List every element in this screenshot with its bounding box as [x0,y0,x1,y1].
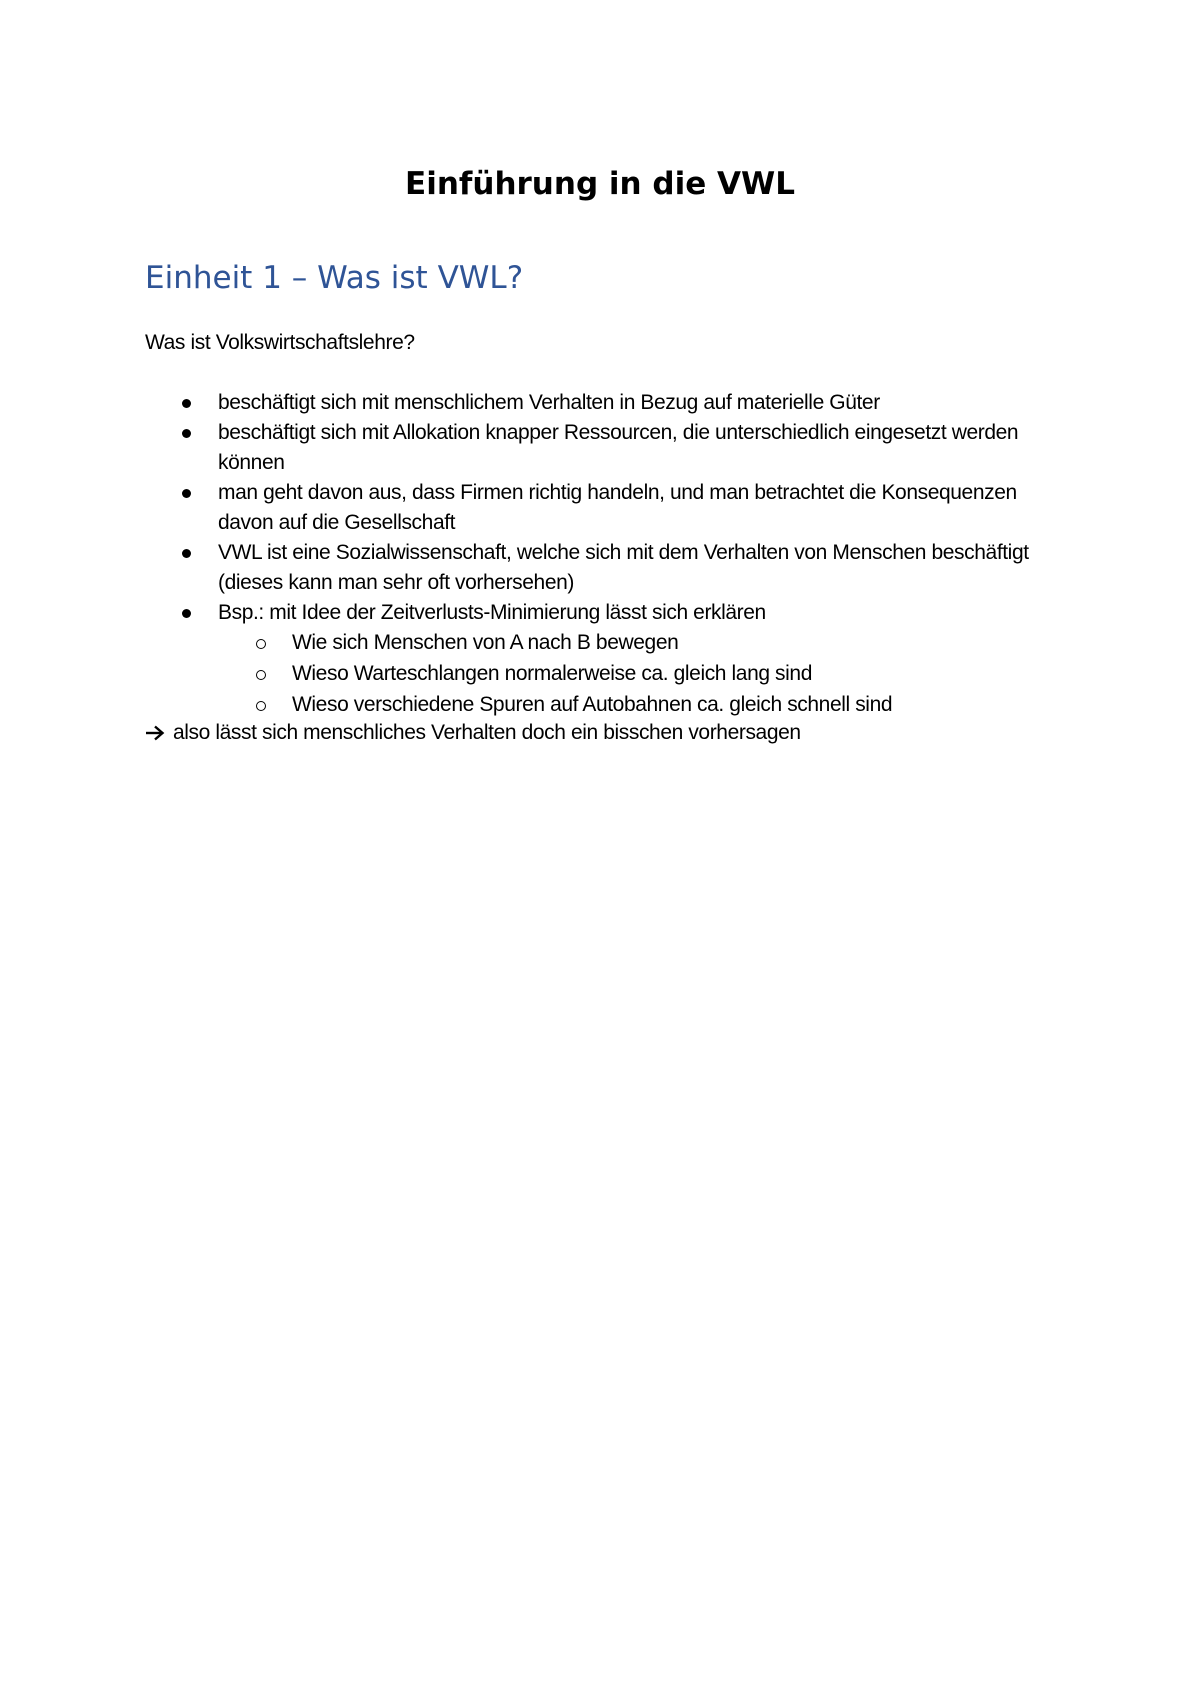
sub-bullet-item [0,690,1200,721]
bullet-dot-icon [182,429,191,438]
bullet-list [0,388,1200,721]
sub-bullet-item [0,628,1200,659]
sub-bullet-item [0,659,1200,690]
bullet-text: beschäftigt sich mit menschlichem Verhalten in Bezug auf materielle Güter [218,391,880,414]
bullet-text: beschäftigt sich mit Allokation knapper Ressourcen, die unterschiedlich eingesetzt werden können [218,421,1019,474]
question-text: Was ist Volkswirtschaftslehre? [145,331,415,354]
conclusion-text: also lässt sich menschliches Verhalten doch ein bisschen vorhersagen [173,721,801,744]
bullet-text: VWL ist eine Sozialwissenschaft, welche sich mit dem Verhalten von Menschen beschäftigt (dieses kann man sehr oft vorhersehen) [218,541,1029,594]
bullet-text: man geht davon aus, dass Firmen richtig handeln, und man betrachtet die Konsequenzen davon auf die Gesellschaft [218,481,1017,534]
bullet-item [0,598,1038,721]
document-title: Einführung in die VWL [405,166,795,202]
conclusion-line [145,718,801,748]
circle-bullet-icon [256,701,266,711]
bullet-dot-icon [182,549,191,558]
circle-bullet-icon [256,639,266,649]
bullet-dot-icon [182,609,191,618]
bullet-text: Bsp.: mit Idee der Zeitverlusts-Minimierung lässt sich erklären [218,601,766,624]
bullet-item [0,538,1038,598]
bullet-dot-icon [182,399,191,408]
arrow-right-icon [145,725,167,741]
section-heading: Einheit 1 – Was ist VWL? [145,260,524,296]
sub-bullet-list [0,628,1200,721]
bullet-dot-icon [182,489,191,498]
bullet-item [0,418,1038,478]
sub-bullet-text: Wieso Warteschlangen normalerweise ca. gleich lang sind [292,662,812,685]
sub-bullet-text: Wie sich Menschen von A nach B bewegen [292,631,679,654]
circle-bullet-icon [256,670,266,680]
bullet-item [0,478,1038,538]
sub-bullet-text: Wieso verschiedene Spuren auf Autobahnen ca. gleich schnell sind [292,693,893,716]
bullet-item [0,388,1038,418]
